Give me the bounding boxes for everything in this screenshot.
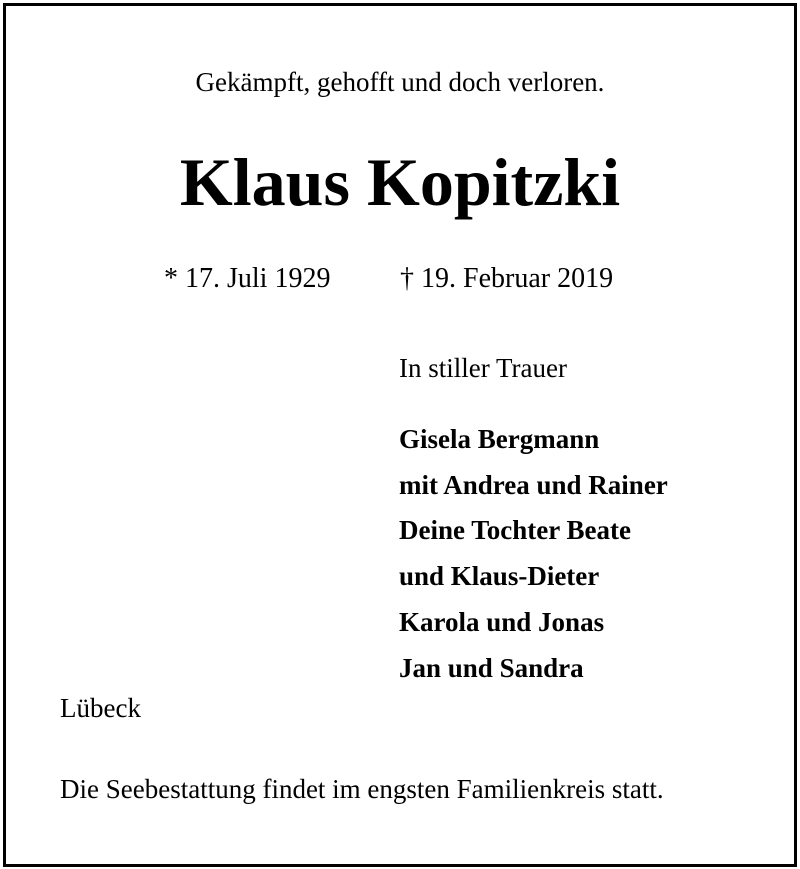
- mourner-line: mit Andrea und Rainer: [399, 469, 668, 500]
- birth-date: * 17. Juli 1929: [164, 263, 331, 294]
- mourner-line: Deine Tochter Beate: [399, 515, 631, 546]
- mourner-line: Karola und Jonas: [399, 606, 605, 637]
- motto-text: Gekämpft, gehofft und doch verloren.: [195, 67, 605, 97]
- mourner-line: Gisela Bergmann: [399, 424, 600, 454]
- mourners-list: [399, 417, 668, 691]
- deceased-name: Klaus Kopitzki: [179, 144, 621, 220]
- mourner-line: Jan und Sandra: [399, 652, 584, 683]
- mourner-line: und Klaus-Dieter: [399, 561, 600, 592]
- mourning-phrase: In stiller Trauer: [399, 353, 567, 383]
- burial-notice: Die Seebestattung findet im engsten Familienkreis statt.: [60, 774, 664, 804]
- death-date: † 19. Februar 2019: [400, 263, 614, 294]
- place-name: Lübeck: [60, 693, 141, 723]
